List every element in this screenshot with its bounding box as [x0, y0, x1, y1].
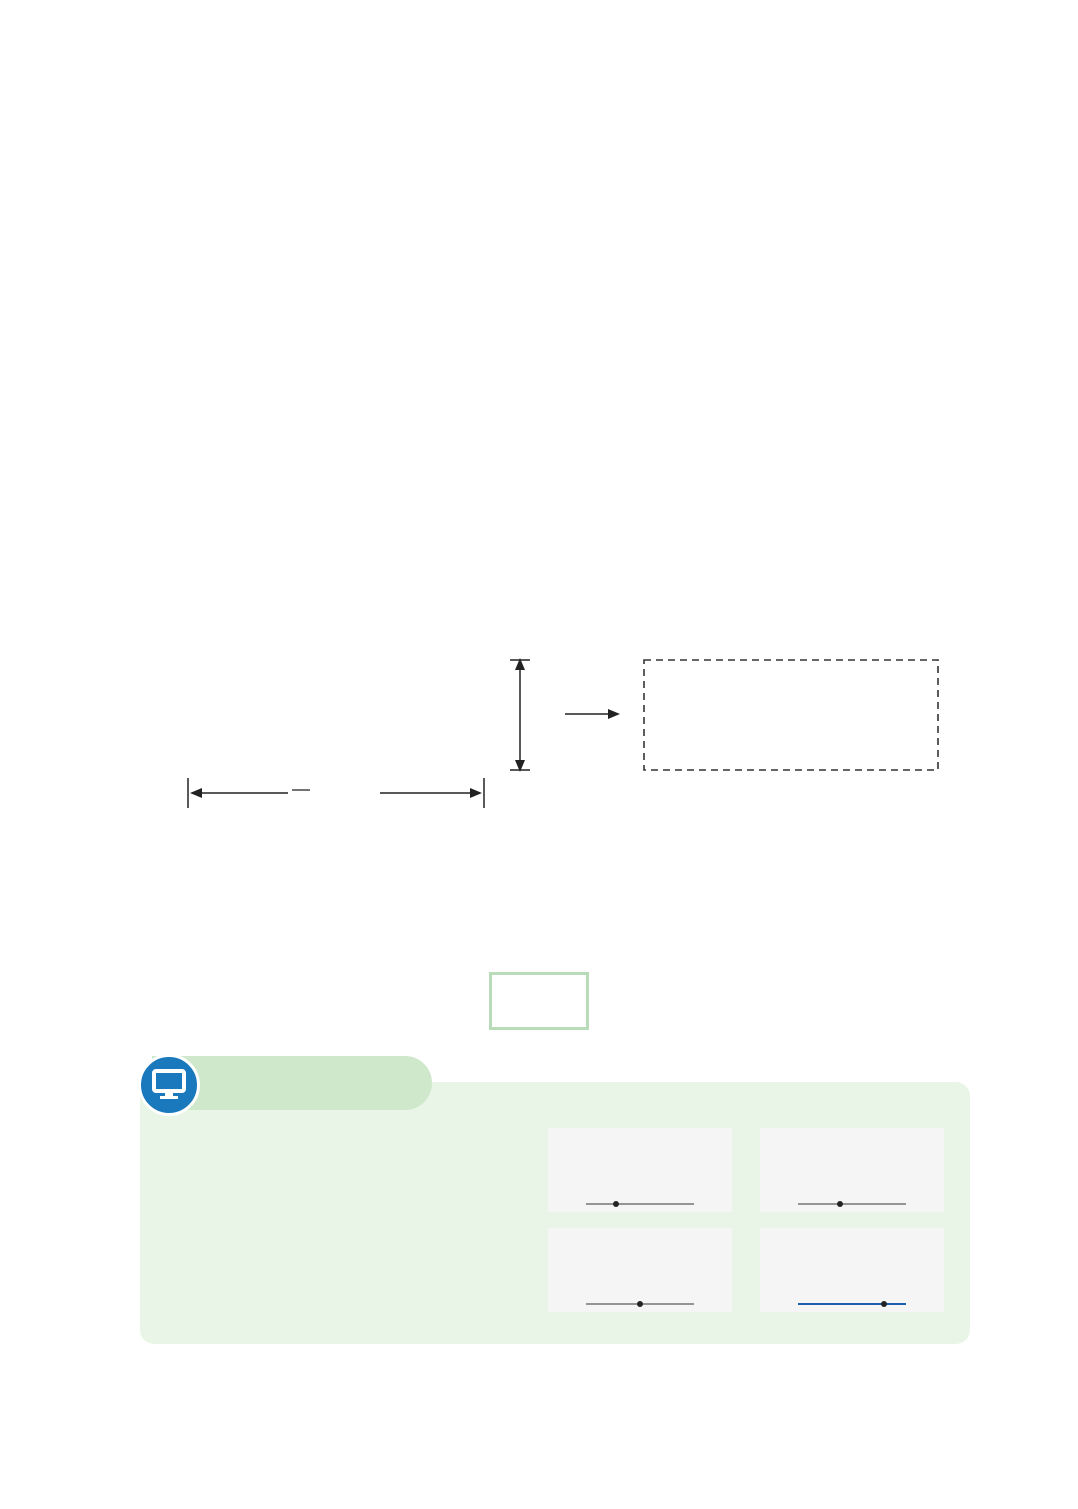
monitor-icon [138, 1054, 200, 1116]
thumbnail-48 [548, 1128, 732, 1212]
transform-arrowhead [608, 709, 620, 719]
thumbnail-96 [760, 1128, 944, 1212]
approximation-diagram [180, 650, 960, 820]
width-arrowhead-right [470, 788, 482, 798]
thumbnail-96-graphic [760, 1128, 944, 1212]
width-arrowhead-left [190, 788, 202, 798]
thumbnail-384 [760, 1228, 944, 1312]
target-rectangle [644, 660, 938, 770]
thumbnail-384-graphic [760, 1228, 944, 1312]
thumbnail-192-graphic [548, 1228, 732, 1312]
thumbnail-48-graphic [548, 1128, 732, 1212]
thumbnail-192 [548, 1228, 732, 1312]
division-diagrams [300, 190, 980, 570]
area-formula [489, 972, 589, 1030]
